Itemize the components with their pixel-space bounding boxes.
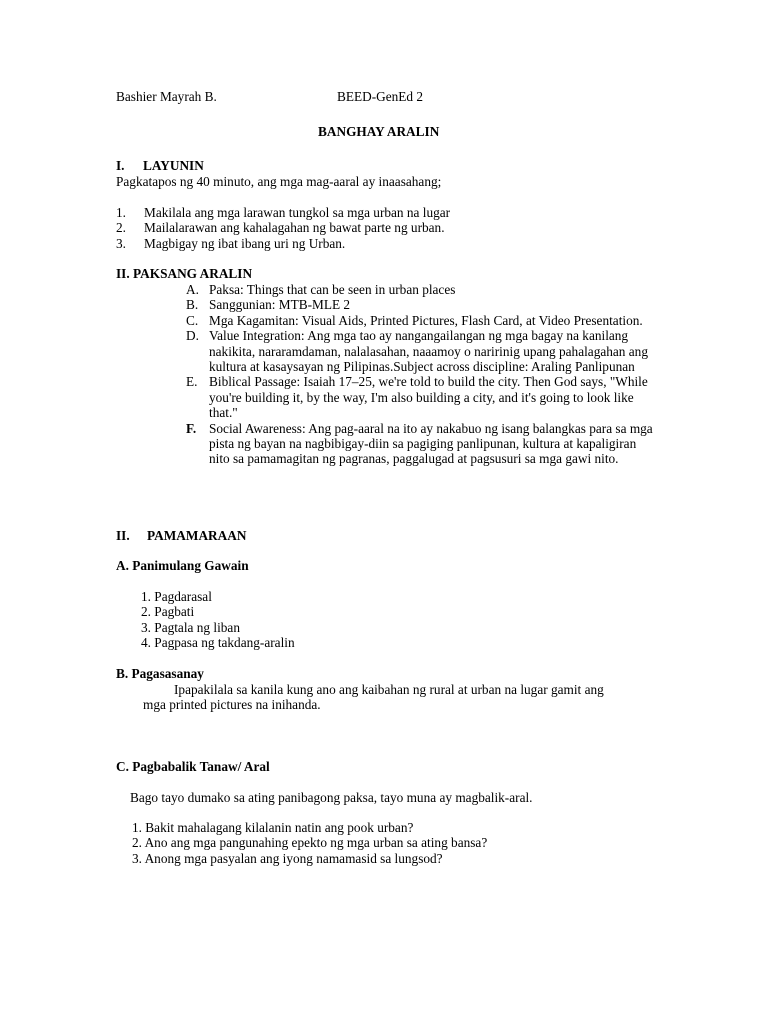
panimulang-gawain-heading: A. Panimulang Gawain	[116, 558, 249, 573]
list-item-text: Biblical Passage: Isaiah 17–25, we're told to build the city. Then God says, "While you're building it, by the way, I'm also building a city, and it's going to look like that."	[209, 374, 648, 421]
list-item-text: Paksa: Things that can be seen in urban places	[209, 282, 456, 297]
list-item: 3. Anong mga pasyalan ang iyong namamasid sa lungsod?	[132, 850, 443, 866]
pagbabalik-intro: Bago tayo dumako sa ating panibagong paksa, tayo muna ay magbalik-aral.	[130, 790, 533, 805]
list-marker: 1.	[116, 205, 126, 220]
list-item	[186, 374, 656, 420]
list-item	[186, 282, 656, 297]
author-name: Bashier Mayrah B.	[116, 89, 217, 104]
layunin-intro: Pagkatapos ng 40 minuto, ang mga mag-aaral ay inaasahang;	[116, 174, 442, 189]
list-item	[186, 313, 656, 328]
list-item-text: Mailalarawan ang kahalagahan ng bawat parte ng urban.	[144, 220, 445, 236]
section-pamamaraan-heading: PAMAMARAAN	[147, 528, 247, 543]
list-item	[186, 328, 656, 374]
list-item	[116, 236, 450, 251]
list-item-text: Magbigay ng ibat ibang uri ng Urban.	[144, 235, 346, 251]
list-item: 3. Pagtala ng liban	[141, 619, 240, 635]
section-layunin-number: I.	[116, 158, 125, 173]
list-marker: C.	[186, 312, 199, 328]
list-item	[116, 220, 450, 235]
list-item: 1. Pagdarasal	[141, 589, 212, 604]
section-paksang-aralin-heading: II. PAKSANG ARALIN	[116, 266, 253, 281]
pagbabalik-heading: C. Pagbabalik Tanaw/ Aral	[116, 759, 270, 774]
list-item: 2. Ano ang mga pangunahing epekto ng mga urban sa ating bansa?	[132, 835, 488, 851]
list-item: 2. Pagbati	[141, 604, 195, 620]
list-item: 4. Pagpasa ng takdang-aralin	[141, 635, 295, 651]
course-label: BEED-GenEd 2	[337, 89, 424, 104]
layunin-list	[116, 205, 450, 251]
list-item-text: Social Awareness: Ang pag-aaral na ito ay nakabuo ng isang balangkas para sa mga pista ng bayan na nagbibigay-diin sa pagiging panlipunan, kultura at kapaligiran nito sa pamamagitan ng pagranas, paggalugad at pagsusuri sa mga gawi nito.	[209, 420, 653, 467]
list-item-text: Makilala ang mga larawan tungkol sa mga urban na lugar	[144, 205, 451, 220]
list-marker: D.	[186, 328, 199, 344]
pagsasanay-text-line-2: mga printed pictures na inihanda.	[143, 697, 321, 712]
pagsasanay-heading: B. Pagasasanay	[116, 666, 204, 681]
pagsasanay-text-line-1: Ipapakilala sa kanila kung ano ang kaibahan ng rural at urban na lugar gamit ang	[174, 682, 604, 697]
list-marker: 3.	[116, 235, 126, 251]
list-marker: 2.	[116, 220, 126, 236]
list-marker: F.	[186, 420, 197, 436]
section-pamamaraan-number: II.	[116, 528, 130, 543]
document-title: BANGHAY ARALIN	[318, 124, 440, 139]
list-item	[186, 421, 656, 467]
section-layunin-heading: LAYUNIN	[143, 158, 204, 173]
list-item	[186, 297, 656, 312]
panimulang-gawain-list	[141, 589, 295, 651]
pagbabalik-question-list	[132, 820, 487, 866]
list-item-text: Value Integration: Ang mga tao ay nangangailangan ng mga bagay na kanilang nakikita, nararamdaman, nalalasahan, naaamoy o naririnig upang pahalagahan ang kultura at kasaysayan ng Pilipinas.Subject across discipline: Araling Panlipunan	[209, 328, 648, 375]
list-item	[116, 205, 450, 220]
list-item: 1. Bakit mahalagang kilalanin natin ang pook urban?	[132, 820, 414, 835]
list-marker: A.	[186, 282, 199, 297]
list-item-text: Mga Kagamitan: Visual Aids, Printed Pictures, Flash Card, at Video Presentation.	[209, 312, 643, 328]
list-marker: E.	[186, 374, 198, 390]
list-marker: B.	[186, 297, 199, 313]
list-item-text: Sanggunian: MTB-MLE 2	[209, 297, 351, 313]
paksang-aralin-list	[186, 282, 656, 467]
